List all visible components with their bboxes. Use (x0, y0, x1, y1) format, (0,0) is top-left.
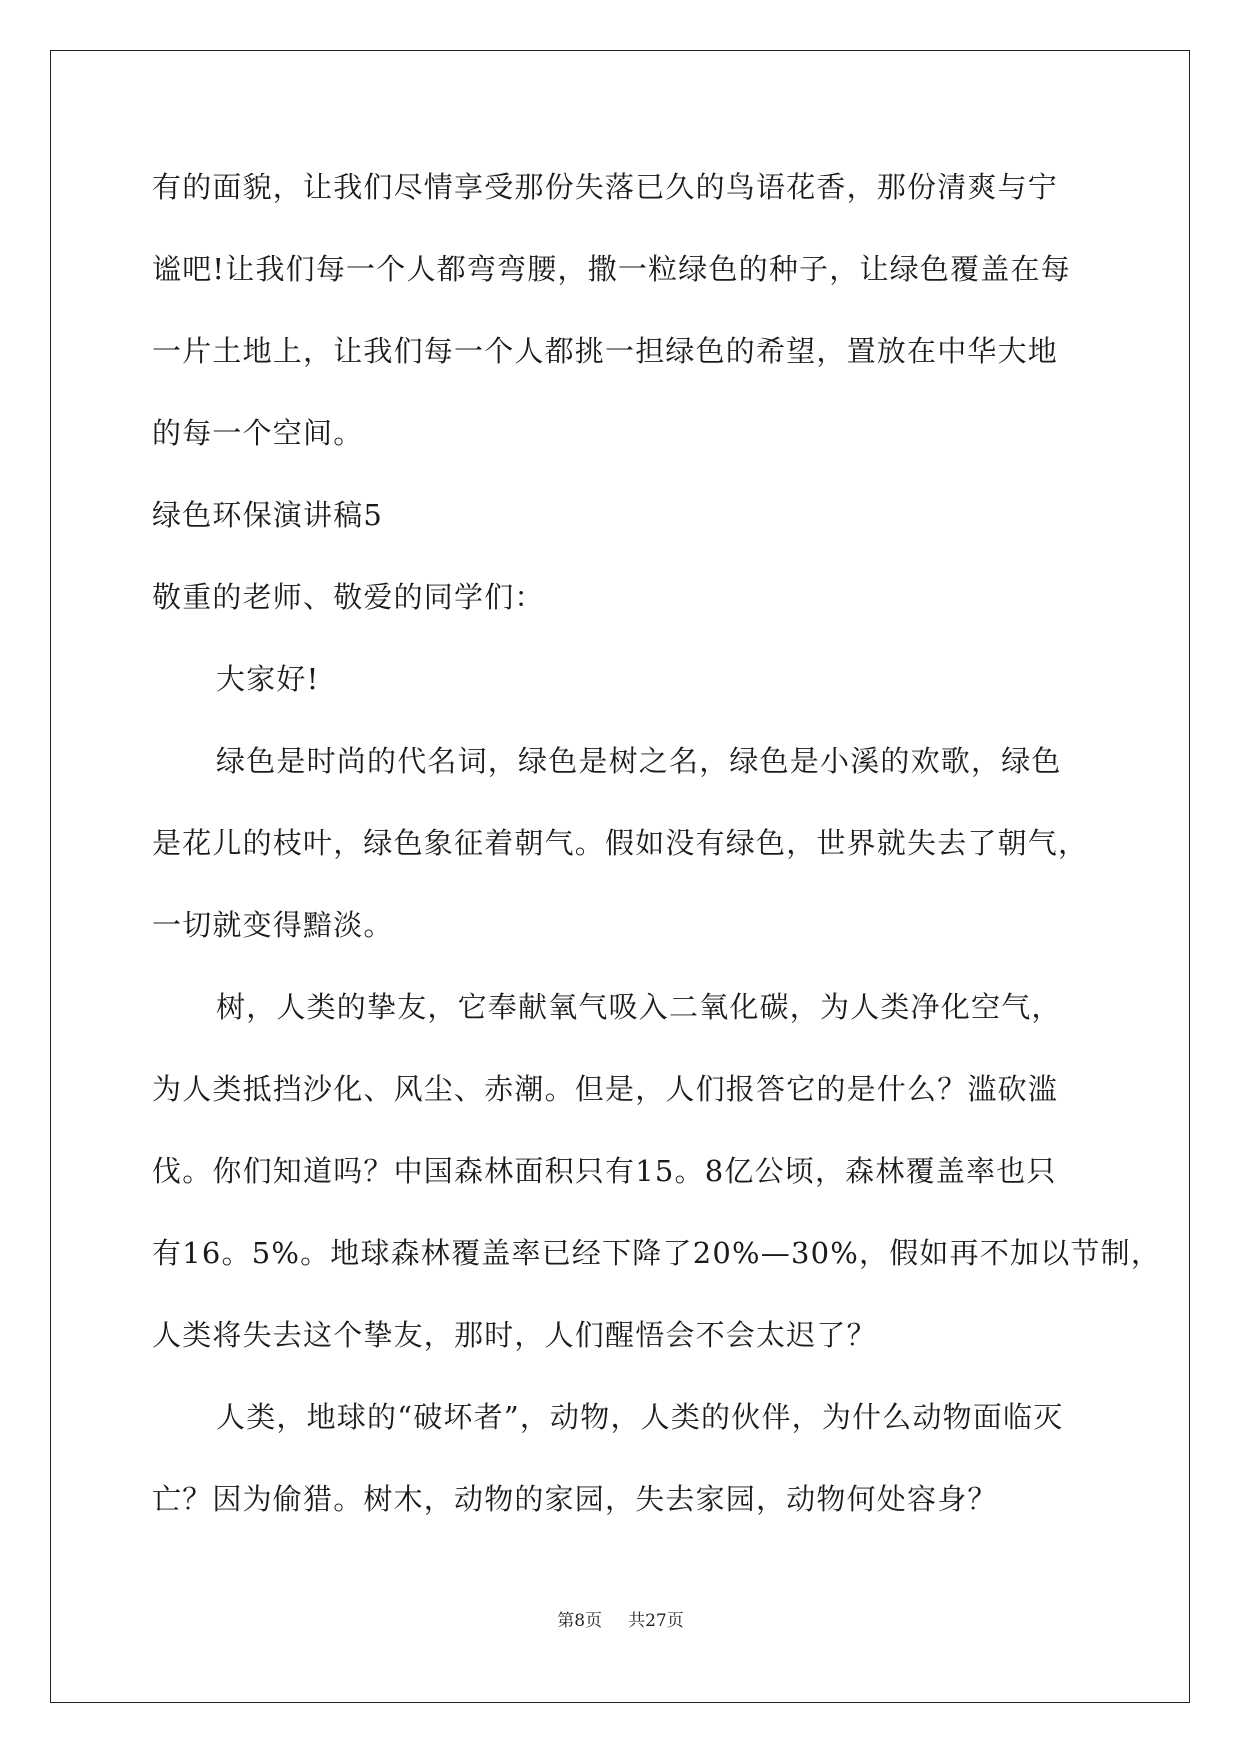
body-line: 一切就变得黯淡。 (152, 908, 394, 942)
body-line: 是花儿的枝叶，绿色象征着朝气。假如没有绿色，世界就失去了朝气， (152, 826, 1089, 860)
body-line: 谧吧!让我们每一个人都弯弯腰，撒一粒绿色的种子，让绿色覆盖在每 (152, 252, 1071, 286)
body-line: 为人类抵挡沙化、风尘、赤潮。但是，人们报答它的是什么？滥砍滥 (152, 1072, 1059, 1106)
body-line: 亡？因为偷猎。树木，动物的家园，失去家园，动物何处容身？ (152, 1482, 998, 1516)
salutation: 敬重的老师、敬爱的同学们： (152, 580, 545, 614)
greeting: 大家好! (216, 662, 320, 696)
page-total: 共27页 (628, 1611, 684, 1631)
page-number: 第8页 (557, 1611, 603, 1631)
body-line: 人类将失去这个挚友，那时，人们醒悟会不会太迟了？ (152, 1318, 877, 1352)
body-line: 的每一个空间。 (152, 416, 364, 450)
page-footer (0, 1606, 1241, 1631)
body-line: 有的面貌，让我们尽情享受那份失落已久的鸟语花香，那份清爽与宁 (152, 170, 1059, 204)
section-heading: 绿色环保演讲稿5 (152, 498, 384, 532)
body-line: 伐。你们知道吗？中国森林面积只有15。8亿公顷，森林覆盖率也只 (152, 1154, 1057, 1188)
paragraph-start: 绿色是时尚的代名词，绿色是树之名，绿色是小溪的欢歌，绿色 (216, 744, 1062, 778)
paragraph-start: 树，人类的挚友，它奉献氧气吸入二氧化碳，为人类净化空气， (216, 990, 1062, 1024)
body-line: 一片土地上，让我们每一个人都挑一担绿色的希望，置放在中华大地 (152, 334, 1059, 368)
paragraph-start: 人类，地球的“破坏者”，动物，人类的伙伴，为什么动物面临灭 (216, 1400, 1064, 1434)
body-line: 有16。5%。地球森林覆盖率已经下降了20%—30%，假如再不加以节制， (152, 1236, 1162, 1270)
page-frame (50, 50, 1190, 1703)
